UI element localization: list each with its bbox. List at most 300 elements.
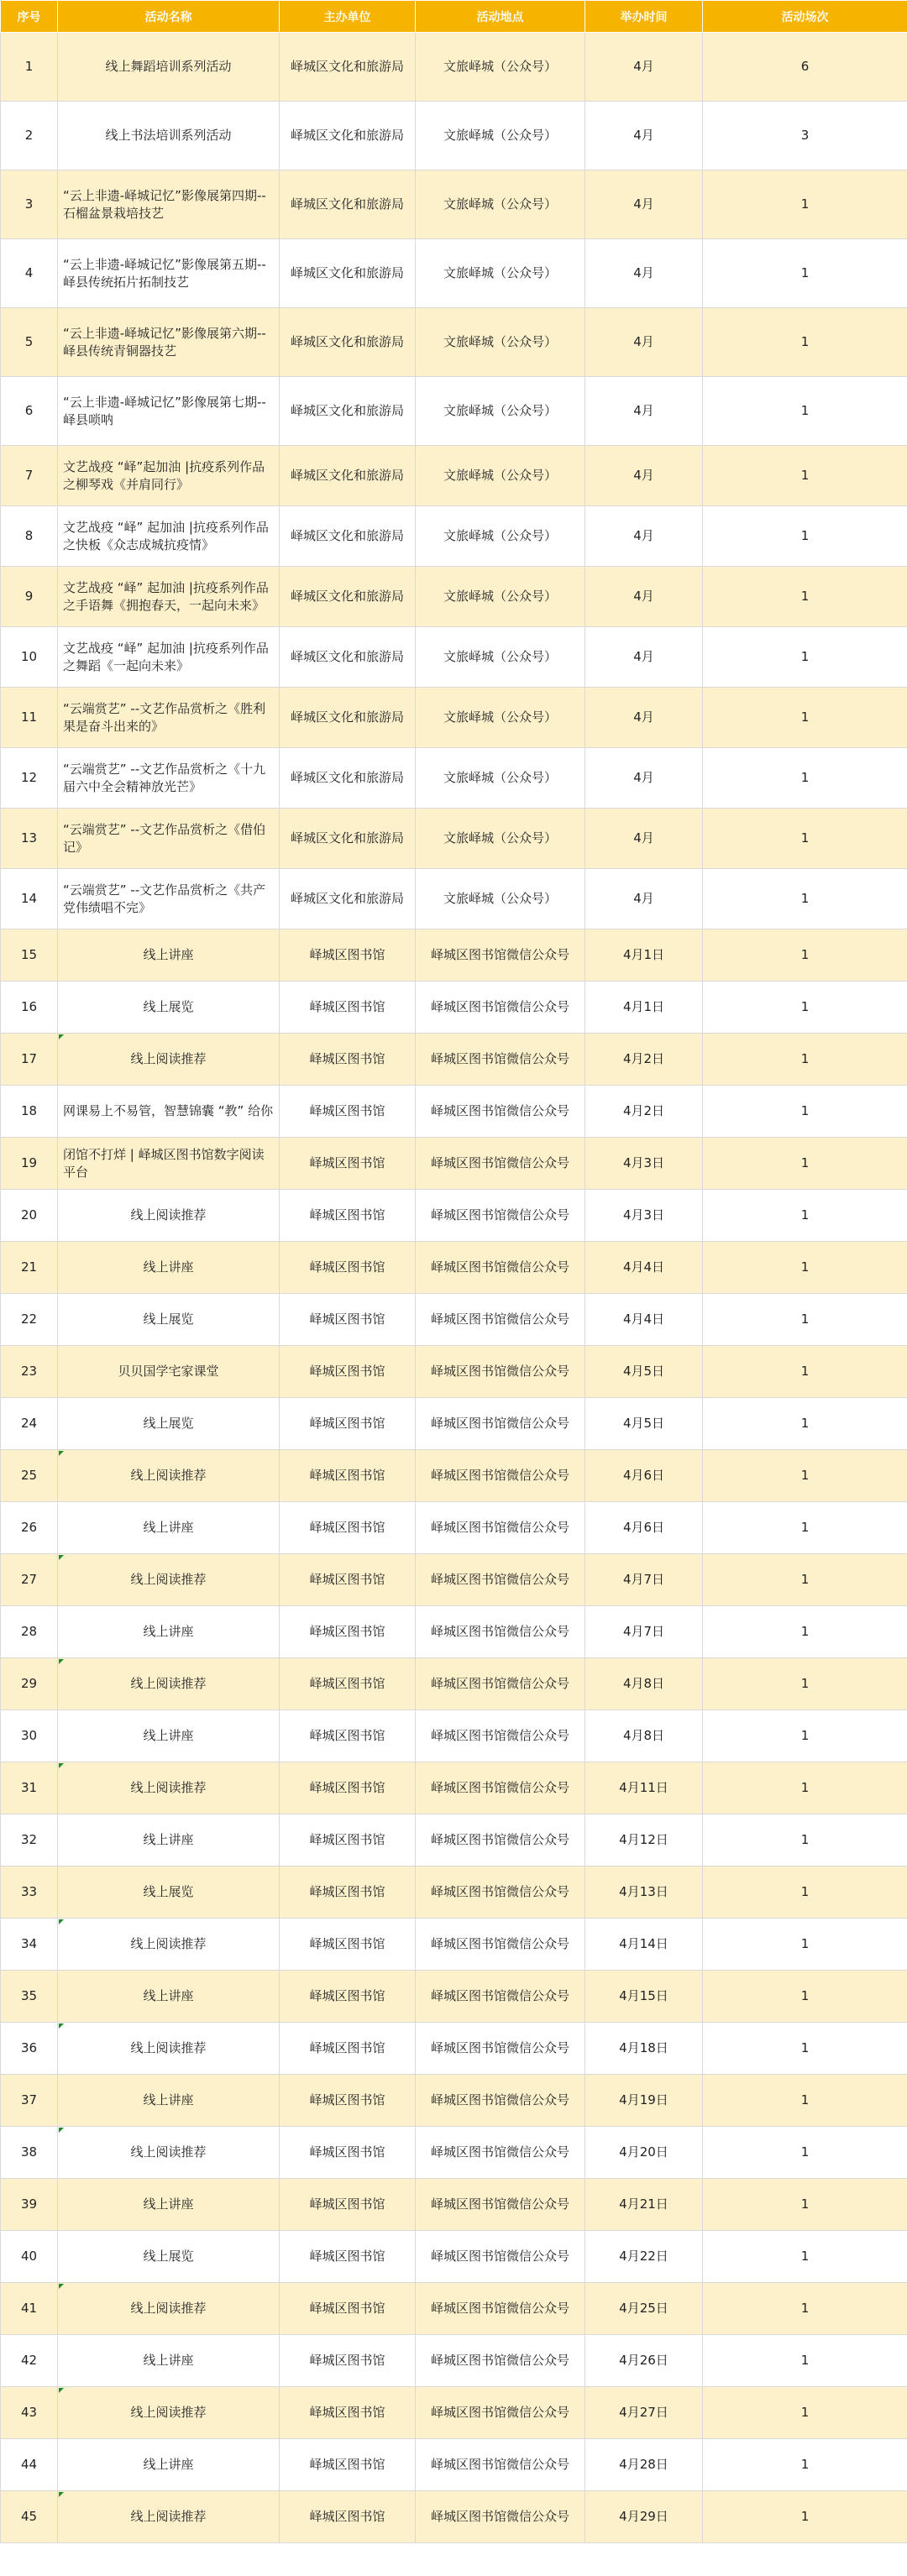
cell-no: 35: [1, 1971, 58, 2023]
cell-organizer: 峄城区图书馆: [280, 1502, 416, 1554]
cell-venue: 峄城区图书馆微信公众号: [416, 1450, 585, 1502]
cell-organizer: 峄城区文化和旅游局: [280, 377, 416, 446]
cell-no: 42: [1, 2335, 58, 2387]
table-row: [1, 2023, 907, 2075]
cell-sessions: 1: [703, 688, 907, 748]
cell-no: 45: [1, 2491, 58, 2543]
cell-no: 27: [1, 1554, 58, 1606]
cell-sessions: 1: [703, 1086, 907, 1138]
cell-venue: 峄城区图书馆微信公众号: [416, 1554, 585, 1606]
cell-venue: 峄城区图书馆微信公众号: [416, 1242, 585, 1294]
cell-no: 1: [1, 33, 58, 102]
cell-no: 13: [1, 809, 58, 869]
cell-venue: 文旅峄城（公众号）: [416, 567, 585, 627]
cell-activity-name: 线上讲座: [58, 2075, 280, 2127]
cell-sessions: 1: [703, 1710, 907, 1762]
cell-sessions: 1: [703, 1919, 907, 1971]
cell-venue: 峄城区图书馆微信公众号: [416, 2387, 585, 2439]
cell-organizer: 峄城区图书馆: [280, 1138, 416, 1190]
header-no: 序号: [1, 1, 58, 33]
cell-comment-marker: [59, 2284, 64, 2289]
cell-sessions: 1: [703, 2439, 907, 2491]
cell-no: 7: [1, 446, 58, 506]
cell-activity-name: 线上阅读推荐: [58, 1450, 280, 1502]
cell-venue: 峄城区图书馆微信公众号: [416, 1971, 585, 2023]
cell-comment-marker: [59, 1451, 64, 1456]
cell-organizer: 峄城区图书馆: [280, 1450, 416, 1502]
cell-venue: 文旅峄城（公众号）: [416, 308, 585, 377]
cell-activity-name: 线上讲座: [58, 1710, 280, 1762]
cell-time: 4月21日: [585, 2179, 703, 2231]
cell-organizer: 峄城区图书馆: [280, 1190, 416, 1242]
cell-venue: 峄城区图书馆微信公众号: [416, 929, 585, 982]
cell-time: 4月: [585, 377, 703, 446]
cell-no: 16: [1, 982, 58, 1034]
table-row: [1, 1606, 907, 1658]
cell-activity-name: 线上阅读推荐: [58, 1190, 280, 1242]
cell-venue: 峄城区图书馆微信公众号: [416, 1762, 585, 1814]
cell-no: 41: [1, 2283, 58, 2335]
cell-comment-marker: [59, 1555, 64, 1560]
cell-time: 4月1日: [585, 929, 703, 982]
cell-organizer: 峄城区图书馆: [280, 1554, 416, 1606]
cell-organizer: 峄城区图书馆: [280, 2127, 416, 2179]
cell-sessions: 1: [703, 2127, 907, 2179]
cell-time: 4月2日: [585, 1034, 703, 1086]
cell-time: 4月3日: [585, 1190, 703, 1242]
cell-time: 4月29日: [585, 2491, 703, 2543]
table-row: [1, 1450, 907, 1502]
cell-activity-name: 线上讲座: [58, 2335, 280, 2387]
cell-time: 4月: [585, 869, 703, 929]
cell-comment-marker: [59, 1659, 64, 1664]
table-row: [1, 1971, 907, 2023]
cell-organizer: 峄城区图书馆: [280, 2439, 416, 2491]
cell-no: 21: [1, 1242, 58, 1294]
table-row: [1, 809, 907, 869]
cell-sessions: 1: [703, 1502, 907, 1554]
cell-activity-name: “云上非遗-峄城记忆”影像展第六期--峄县传统青铜器技艺: [58, 308, 280, 377]
table-row: [1, 102, 907, 170]
cell-time: 4月5日: [585, 1346, 703, 1398]
cell-venue: 文旅峄城（公众号）: [416, 748, 585, 809]
cell-organizer: 峄城区图书馆: [280, 929, 416, 982]
cell-no: 26: [1, 1502, 58, 1554]
cell-activity-name: 线上讲座: [58, 2179, 280, 2231]
cell-venue: 峄城区图书馆微信公众号: [416, 1294, 585, 1346]
table-row: [1, 1762, 907, 1814]
cell-no: 19: [1, 1138, 58, 1190]
cell-no: 4: [1, 239, 58, 308]
table-row: [1, 869, 907, 929]
cell-no: 22: [1, 1294, 58, 1346]
cell-no: 31: [1, 1762, 58, 1814]
cell-activity-name: 线上阅读推荐: [58, 1919, 280, 1971]
cell-activity-name: 贝贝国学宅家课堂: [58, 1346, 280, 1398]
cell-no: 11: [1, 688, 58, 748]
cell-time: 4月: [585, 446, 703, 506]
cell-venue: 文旅峄城（公众号）: [416, 170, 585, 239]
cell-sessions: 1: [703, 1190, 907, 1242]
cell-time: 4月6日: [585, 1502, 703, 1554]
cell-time: 4月7日: [585, 1554, 703, 1606]
cell-sessions: 1: [703, 2179, 907, 2231]
table-row: [1, 1502, 907, 1554]
cell-organizer: 峄城区图书馆: [280, 1346, 416, 1398]
table-row: [1, 2387, 907, 2439]
cell-sessions: 1: [703, 2335, 907, 2387]
cell-sessions: 1: [703, 1867, 907, 1919]
cell-organizer: 峄城区图书馆: [280, 1034, 416, 1086]
cell-venue: 峄城区图书馆微信公众号: [416, 1658, 585, 1710]
cell-activity-name: “云端赏艺” --文艺作品赏析之《借伯记》: [58, 809, 280, 869]
cell-no: 2: [1, 102, 58, 170]
cell-venue: 文旅峄城（公众号）: [416, 446, 585, 506]
cell-time: 4月18日: [585, 2023, 703, 2075]
table-row: [1, 2335, 907, 2387]
cell-time: 4月4日: [585, 1242, 703, 1294]
cell-venue: 峄城区图书馆微信公众号: [416, 2491, 585, 2543]
cell-activity-name: 线上阅读推荐: [58, 2283, 280, 2335]
cell-venue: 峄城区图书馆微信公众号: [416, 2335, 585, 2387]
cell-time: 4月: [585, 506, 703, 567]
cell-organizer: 峄城区图书馆: [280, 2231, 416, 2283]
cell-sessions: 6: [703, 33, 907, 102]
cell-no: 20: [1, 1190, 58, 1242]
table-row: [1, 1086, 907, 1138]
cell-organizer: 峄城区文化和旅游局: [280, 33, 416, 102]
cell-time: 4月14日: [585, 1919, 703, 1971]
cell-activity-name: 文艺战疫 “峄” 起加油 |抗疫系列作品之舞蹈《一起向未来》: [58, 627, 280, 688]
cell-activity-name: 线上阅读推荐: [58, 2023, 280, 2075]
cell-no: 36: [1, 2023, 58, 2075]
cell-organizer: 峄城区图书馆: [280, 1919, 416, 1971]
cell-no: 28: [1, 1606, 58, 1658]
cell-no: 18: [1, 1086, 58, 1138]
table-row: [1, 2491, 907, 2543]
cell-organizer: 峄城区文化和旅游局: [280, 809, 416, 869]
cell-activity-name: “云端赏艺” --文艺作品赏析之《共产党伟绩唱不完》: [58, 869, 280, 929]
cell-sessions: 1: [703, 377, 907, 446]
cell-venue: 峄城区图书馆微信公众号: [416, 2179, 585, 2231]
cell-activity-name: 线上展览: [58, 1398, 280, 1450]
cell-venue: 文旅峄城（公众号）: [416, 688, 585, 748]
table-row: [1, 1398, 907, 1450]
cell-no: 33: [1, 1867, 58, 1919]
cell-time: 4月2日: [585, 1086, 703, 1138]
cell-sessions: 1: [703, 1346, 907, 1398]
cell-no: 14: [1, 869, 58, 929]
cell-time: 4月8日: [585, 1710, 703, 1762]
cell-activity-name: 线上讲座: [58, 1971, 280, 2023]
cell-venue: 文旅峄城（公众号）: [416, 102, 585, 170]
cell-sessions: 1: [703, 1294, 907, 1346]
cell-venue: 峄城区图书馆微信公众号: [416, 1710, 585, 1762]
cell-sessions: 1: [703, 1398, 907, 1450]
header-time: 举办时间: [585, 1, 703, 33]
cell-venue: 峄城区图书馆微信公众号: [416, 1034, 585, 1086]
cell-time: 4月27日: [585, 2387, 703, 2439]
cell-no: 38: [1, 2127, 58, 2179]
cell-time: 4月: [585, 748, 703, 809]
cell-time: 4月4日: [585, 1294, 703, 1346]
cell-venue: 峄城区图书馆微信公众号: [416, 2023, 585, 2075]
cell-activity-name: 线上讲座: [58, 1242, 280, 1294]
cell-comment-marker: [59, 2128, 64, 2133]
cell-comment-marker: [59, 2388, 64, 2393]
cell-no: 3: [1, 170, 58, 239]
cell-sessions: 1: [703, 627, 907, 688]
table-row: [1, 748, 907, 809]
cell-sessions: 1: [703, 1606, 907, 1658]
cell-comment-marker: [59, 1763, 64, 1768]
cell-organizer: 峄城区文化和旅游局: [280, 170, 416, 239]
cell-time: 4月: [585, 102, 703, 170]
cell-activity-name: “云上非遗-峄城记忆”影像展第七期--峄县唢呐: [58, 377, 280, 446]
cell-organizer: 峄城区图书馆: [280, 2335, 416, 2387]
cell-sessions: 1: [703, 170, 907, 239]
cell-sessions: 1: [703, 1554, 907, 1606]
cell-organizer: 峄城区图书馆: [280, 1658, 416, 1710]
cell-no: 8: [1, 506, 58, 567]
cell-venue: 文旅峄城（公众号）: [416, 33, 585, 102]
cell-sessions: 3: [703, 102, 907, 170]
cell-activity-name: 线上讲座: [58, 929, 280, 982]
cell-time: 4月1日: [585, 982, 703, 1034]
table-row: [1, 1814, 907, 1867]
cell-activity-name: 线上讲座: [58, 2439, 280, 2491]
table-row: [1, 1294, 907, 1346]
table-row: [1, 1346, 907, 1398]
cell-sessions: 1: [703, 1242, 907, 1294]
cell-no: 12: [1, 748, 58, 809]
cell-activity-name: 线上讲座: [58, 1502, 280, 1554]
cell-activity-name: 线上阅读推荐: [58, 2127, 280, 2179]
cell-venue: 峄城区图书馆微信公众号: [416, 1086, 585, 1138]
cell-time: 4月12日: [585, 1814, 703, 1867]
cell-time: 4月: [585, 239, 703, 308]
cell-sessions: 1: [703, 2491, 907, 2543]
cell-time: 4月25日: [585, 2283, 703, 2335]
cell-venue: 峄城区图书馆微信公众号: [416, 2127, 585, 2179]
cell-no: 9: [1, 567, 58, 627]
table-row: [1, 33, 907, 102]
cell-venue: 峄城区图书馆微信公众号: [416, 1398, 585, 1450]
cell-sessions: 1: [703, 2283, 907, 2335]
cell-time: 4月: [585, 308, 703, 377]
cell-organizer: 峄城区文化和旅游局: [280, 308, 416, 377]
table-row: [1, 2179, 907, 2231]
cell-no: 6: [1, 377, 58, 446]
cell-organizer: 峄城区图书馆: [280, 2387, 416, 2439]
cell-venue: 峄城区图书馆微信公众号: [416, 1346, 585, 1398]
cell-time: 4月28日: [585, 2439, 703, 2491]
table-row: [1, 1919, 907, 1971]
cell-venue: 文旅峄城（公众号）: [416, 506, 585, 567]
cell-comment-marker: [59, 1919, 64, 1924]
cell-activity-name: “云端赏艺” --文艺作品赏析之《胜利果是奋斗出来的》: [58, 688, 280, 748]
cell-venue: 峄城区图书馆微信公众号: [416, 982, 585, 1034]
cell-time: 4月: [585, 688, 703, 748]
cell-no: 25: [1, 1450, 58, 1502]
table-row: [1, 239, 907, 308]
cell-activity-name: 线上阅读推荐: [58, 1762, 280, 1814]
cell-sessions: 1: [703, 748, 907, 809]
cell-sessions: 1: [703, 239, 907, 308]
cell-activity-name: “云上非遗-峄城记忆”影像展第四期--石榴盆景栽培技艺: [58, 170, 280, 239]
cell-venue: 文旅峄城（公众号）: [416, 627, 585, 688]
cell-organizer: 峄城区图书馆: [280, 1294, 416, 1346]
cell-activity-name: 线上阅读推荐: [58, 1554, 280, 1606]
cell-sessions: 1: [703, 1762, 907, 1814]
cell-organizer: 峄城区文化和旅游局: [280, 506, 416, 567]
cell-no: 32: [1, 1814, 58, 1867]
cell-time: 4月: [585, 33, 703, 102]
cell-organizer: 峄城区图书馆: [280, 1398, 416, 1450]
cell-sessions: 1: [703, 1450, 907, 1502]
cell-activity-name: 线上阅读推荐: [58, 1034, 280, 1086]
table-row: [1, 1867, 907, 1919]
cell-venue: 峄城区图书馆微信公众号: [416, 1190, 585, 1242]
cell-organizer: 峄城区图书馆: [280, 1242, 416, 1294]
cell-activity-name: “云端赏艺” --文艺作品赏析之《十九届六中全会精神放光芒》: [58, 748, 280, 809]
table-row: [1, 170, 907, 239]
table-row: [1, 2127, 907, 2179]
cell-sessions: 1: [703, 2023, 907, 2075]
cell-activity-name: 线上展览: [58, 1867, 280, 1919]
cell-time: 4月11日: [585, 1762, 703, 1814]
header-activity-name: 活动名称: [58, 1, 280, 33]
table-row: [1, 1658, 907, 1710]
cell-no: 44: [1, 2439, 58, 2491]
cell-time: 4月3日: [585, 1138, 703, 1190]
table-row: [1, 1554, 907, 1606]
cell-activity-name: 线上舞蹈培训系列活动: [58, 33, 280, 102]
cell-comment-marker: [59, 2492, 64, 2497]
cell-venue: 峄城区图书馆微信公众号: [416, 1138, 585, 1190]
cell-no: 40: [1, 2231, 58, 2283]
cell-comment-marker: [59, 1034, 64, 1039]
cell-no: 43: [1, 2387, 58, 2439]
cell-venue: 文旅峄城（公众号）: [416, 869, 585, 929]
cell-sessions: 1: [703, 506, 907, 567]
cell-sessions: 1: [703, 1138, 907, 1190]
cell-sessions: 1: [703, 929, 907, 982]
cell-no: 30: [1, 1710, 58, 1762]
cell-time: 4月13日: [585, 1867, 703, 1919]
cell-time: 4月7日: [585, 1606, 703, 1658]
cell-no: 37: [1, 2075, 58, 2127]
cell-organizer: 峄城区文化和旅游局: [280, 688, 416, 748]
cell-activity-name: 闭馆不打烊 | 峄城区图书馆数字阅读平台: [58, 1138, 280, 1190]
cell-venue: 文旅峄城（公众号）: [416, 809, 585, 869]
table-row: [1, 567, 907, 627]
cell-organizer: 峄城区文化和旅游局: [280, 446, 416, 506]
cell-organizer: 峄城区图书馆: [280, 2491, 416, 2543]
cell-time: 4月5日: [585, 1398, 703, 1450]
header-organizer: 主办单位: [280, 1, 416, 33]
table-row: [1, 2283, 907, 2335]
table-row: [1, 929, 907, 982]
cell-activity-name: 线上展览: [58, 2231, 280, 2283]
cell-sessions: 1: [703, 2075, 907, 2127]
cell-activity-name: 线上展览: [58, 1294, 280, 1346]
cell-sessions: 1: [703, 567, 907, 627]
cell-organizer: 峄城区图书馆: [280, 1606, 416, 1658]
table-row: [1, 446, 907, 506]
cell-time: 4月: [585, 809, 703, 869]
table-row: [1, 1190, 907, 1242]
cell-venue: 峄城区图书馆微信公众号: [416, 2439, 585, 2491]
cell-activity-name: 线上讲座: [58, 1606, 280, 1658]
cell-organizer: 峄城区文化和旅游局: [280, 239, 416, 308]
cell-activity-name: 线上书法培训系列活动: [58, 102, 280, 170]
table-row: [1, 1242, 907, 1294]
table-row: [1, 2231, 907, 2283]
cell-sessions: 1: [703, 1658, 907, 1710]
cell-sessions: 1: [703, 2231, 907, 2283]
table-row: [1, 1710, 907, 1762]
cell-comment-marker: [59, 2024, 64, 2029]
header-venue: 活动地点: [416, 1, 585, 33]
cell-sessions: 1: [703, 809, 907, 869]
cell-organizer: 峄城区图书馆: [280, 2023, 416, 2075]
table-row: [1, 2075, 907, 2127]
table-header-row: [1, 1, 907, 33]
cell-time: 4月8日: [585, 1658, 703, 1710]
cell-activity-name: 网课易上不易管，智慧锦囊 “教” 给你: [58, 1086, 280, 1138]
header-sessions: 活动场次: [703, 1, 907, 33]
cell-organizer: 峄城区图书馆: [280, 2075, 416, 2127]
cell-organizer: 峄城区图书馆: [280, 1086, 416, 1138]
cell-organizer: 峄城区文化和旅游局: [280, 102, 416, 170]
cell-activity-name: 线上展览: [58, 982, 280, 1034]
cell-activity-name: “云上非遗-峄城记忆”影像展第五期--峄县传统拓片拓制技艺: [58, 239, 280, 308]
cell-time: 4月20日: [585, 2127, 703, 2179]
cell-activity-name: 线上阅读推荐: [58, 2491, 280, 2543]
cell-activity-name: 线上讲座: [58, 1814, 280, 1867]
table-row: [1, 1138, 907, 1190]
cell-activity-name: 文艺战疫 “峄” 起加油 |抗疫系列作品之手语舞《拥抱春天，一起向未来》: [58, 567, 280, 627]
cell-venue: 峄城区图书馆微信公众号: [416, 2283, 585, 2335]
cell-time: 4月6日: [585, 1450, 703, 1502]
cell-sessions: 1: [703, 1814, 907, 1867]
cell-venue: 峄城区图书馆微信公众号: [416, 2231, 585, 2283]
cell-organizer: 峄城区图书馆: [280, 1762, 416, 1814]
cell-time: 4月: [585, 170, 703, 239]
cell-activity-name: 线上阅读推荐: [58, 1658, 280, 1710]
cell-time: 4月: [585, 627, 703, 688]
table-row: [1, 627, 907, 688]
table-row: [1, 308, 907, 377]
cell-time: 4月22日: [585, 2231, 703, 2283]
cell-organizer: 峄城区文化和旅游局: [280, 869, 416, 929]
cell-sessions: 1: [703, 446, 907, 506]
cell-time: 4月26日: [585, 2335, 703, 2387]
cell-organizer: 峄城区图书馆: [280, 2179, 416, 2231]
cell-venue: 峄城区图书馆微信公众号: [416, 1867, 585, 1919]
table-row: [1, 377, 907, 446]
cell-sessions: 1: [703, 982, 907, 1034]
cell-venue: 峄城区图书馆微信公众号: [416, 1502, 585, 1554]
cell-sessions: 1: [703, 2387, 907, 2439]
cell-venue: 文旅峄城（公众号）: [416, 377, 585, 446]
cell-sessions: 1: [703, 869, 907, 929]
cell-organizer: 峄城区图书馆: [280, 1814, 416, 1867]
cell-venue: 峄城区图书馆微信公众号: [416, 1919, 585, 1971]
cell-sessions: 1: [703, 1034, 907, 1086]
cell-organizer: 峄城区文化和旅游局: [280, 567, 416, 627]
